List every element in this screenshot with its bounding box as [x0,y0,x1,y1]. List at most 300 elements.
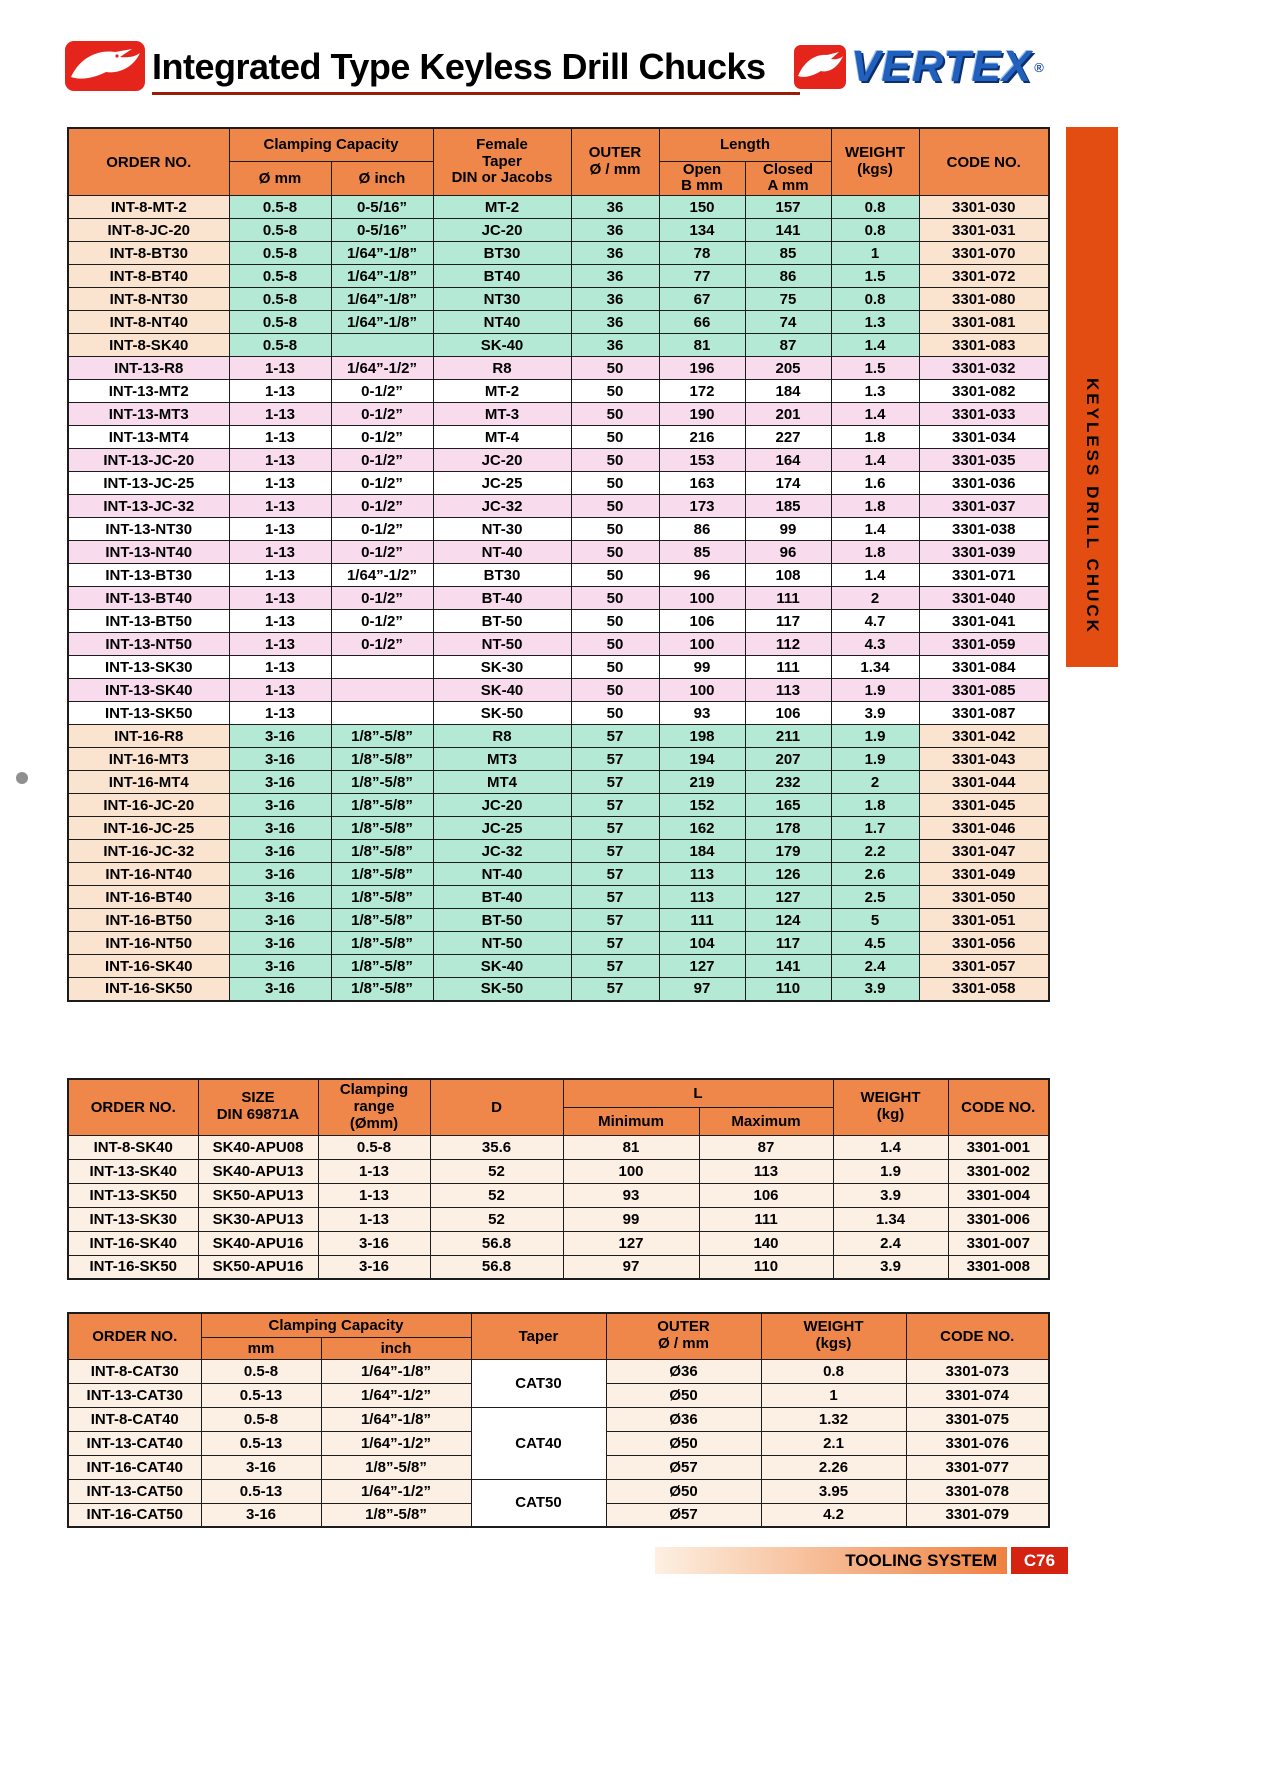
data-cell: 3.9 [831,978,919,1001]
data-cell: 57 [571,978,659,1001]
col-header-outer [606,1313,761,1359]
data-cell: MT-3 [433,403,571,426]
data-cell: 127 [659,955,745,978]
order-no-cell: INT-13-BT40 [68,587,229,610]
code-no-cell: 3301-006 [948,1207,1049,1231]
order-no-cell: INT-13-MT3 [68,403,229,426]
code-no-cell: 3301-040 [919,587,1049,610]
data-cell: 1/64”-1/2” [321,1431,471,1455]
table1-row [68,288,1049,311]
code-no-cell: 3301-073 [906,1359,1049,1383]
table1-row [68,357,1049,380]
data-cell: 100 [659,679,745,702]
table1-row [68,633,1049,656]
data-cell: 3-16 [318,1255,430,1279]
order-no-cell: INT-13-JC-25 [68,472,229,495]
code-no-cell: 3301-033 [919,403,1049,426]
data-cell: 1/8”-5/8” [331,863,433,886]
col-header-clamping-capacity: Clamping Capacity [229,128,433,161]
col-header-closed [745,161,831,196]
table1-row [68,564,1049,587]
data-cell: 219 [659,771,745,794]
data-cell: Ø50 [606,1383,761,1407]
data-cell: 86 [659,518,745,541]
table3-row [68,1359,1049,1383]
data-cell: SK-30 [433,656,571,679]
table1-row [68,932,1049,955]
order-no-cell: INT-8-SK40 [68,1135,198,1159]
data-cell: 0-5/16” [331,219,433,242]
data-cell: 100 [659,587,745,610]
data-cell: 157 [745,196,831,219]
data-cell: 1/8”-5/8” [331,886,433,909]
data-cell: Ø50 [606,1479,761,1503]
sk-spec-table [67,1078,1050,1280]
data-cell: 2.2 [831,840,919,863]
data-cell: 57 [571,955,659,978]
footer-bar [655,1547,1007,1574]
data-cell: NT-30 [433,518,571,541]
data-cell: 1-13 [229,656,331,679]
order-no-cell: INT-13-JC-32 [68,495,229,518]
data-cell: 4.3 [831,633,919,656]
table1-row [68,380,1049,403]
data-cell: 179 [745,840,831,863]
data-cell: 50 [571,656,659,679]
data-cell: 104 [659,932,745,955]
data-cell: 3.9 [833,1255,948,1279]
header-line: DIN 69871A [216,1106,300,1124]
data-cell: JC-20 [433,449,571,472]
data-cell: 127 [563,1231,699,1255]
data-cell: 97 [563,1255,699,1279]
table1-row [68,748,1049,771]
data-cell: 3-16 [229,748,331,771]
code-no-cell: 3301-084 [919,656,1049,679]
order-no-cell: INT-13-BT30 [68,564,229,587]
order-no-cell: INT-13-SK40 [68,679,229,702]
data-cell: 0-1/2” [331,633,433,656]
data-cell: 207 [745,748,831,771]
data-cell: 141 [745,219,831,242]
data-cell: 1/64”-1/2” [321,1479,471,1503]
code-no-cell: 3301-044 [919,771,1049,794]
data-cell: 0-1/2” [331,380,433,403]
data-cell: 87 [745,334,831,357]
order-no-cell: INT-8-BT30 [68,242,229,265]
data-cell: 1.7 [831,817,919,840]
col-header-d: D [430,1079,563,1135]
data-cell: SK-50 [433,978,571,1001]
data-cell: 50 [571,564,659,587]
code-no-cell: 3301-076 [906,1431,1049,1455]
table3-row [68,1407,1049,1431]
data-cell: 1-13 [229,541,331,564]
data-cell: 110 [699,1255,833,1279]
table1-row [68,886,1049,909]
data-cell: 1.4 [831,403,919,426]
code-no-cell: 3301-035 [919,449,1049,472]
data-cell: 1/8”-5/8” [331,909,433,932]
data-cell: 78 [659,242,745,265]
data-cell: 0.5-8 [229,196,331,219]
table1-row [68,817,1049,840]
data-cell: 3-16 [229,771,331,794]
code-no-cell: 3301-075 [906,1407,1049,1431]
order-no-cell: INT-16-R8 [68,725,229,748]
data-cell: 0.5-8 [229,265,331,288]
data-cell: 141 [745,955,831,978]
data-cell [331,702,433,725]
data-cell: 2.4 [831,955,919,978]
data-cell: 216 [659,426,745,449]
col-header-clamping-range [318,1079,430,1135]
data-cell: MT3 [433,748,571,771]
data-cell: 1-13 [229,495,331,518]
order-no-cell: INT-16-SK50 [68,1255,198,1279]
order-no-cell: INT-16-NT50 [68,932,229,955]
code-no-cell: 3301-051 [919,909,1049,932]
order-no-cell: INT-13-NT40 [68,541,229,564]
data-cell: 1.34 [831,656,919,679]
data-cell: 110 [745,978,831,1001]
col-header-female-taper [433,128,571,196]
table1-row [68,978,1049,1001]
data-cell: 1.5 [831,265,919,288]
data-cell: 36 [571,334,659,357]
data-cell: NT30 [433,288,571,311]
data-cell: 96 [659,564,745,587]
data-cell: 134 [659,219,745,242]
header-line: Ø / mm [589,161,641,179]
data-cell: SK50-APU16 [198,1255,318,1279]
col-header-open [659,161,745,196]
header-line: Closed [762,161,813,178]
code-no-cell: 3301-058 [919,978,1049,1001]
table2-row [68,1135,1049,1159]
data-cell: 96 [745,541,831,564]
order-no-cell: INT-16-CAT50 [68,1503,201,1527]
data-cell: 50 [571,541,659,564]
data-cell: 4.7 [831,610,919,633]
data-cell: 57 [571,863,659,886]
code-no-cell: 3301-072 [919,265,1049,288]
data-cell: 81 [563,1135,699,1159]
code-no-cell: 3301-085 [919,679,1049,702]
order-no-cell: INT-13-CAT30 [68,1383,201,1407]
cat-spec-table [67,1312,1050,1528]
data-cell: NT-40 [433,863,571,886]
taper-cell: CAT40 [471,1407,606,1479]
data-cell: SK40-APU08 [198,1135,318,1159]
data-cell: 50 [571,587,659,610]
data-cell: 93 [563,1183,699,1207]
data-cell: 67 [659,288,745,311]
order-no-cell: INT-8-CAT30 [68,1359,201,1383]
data-cell: 100 [659,633,745,656]
data-cell: SK30-APU13 [198,1207,318,1231]
page-title: Integrated Type Keyless Drill Chucks [152,46,800,95]
header-line: DIN or Jacobs [451,169,553,187]
data-cell: 0.5-8 [318,1135,430,1159]
data-cell: 0.5-13 [201,1479,321,1503]
table1-row [68,863,1049,886]
data-cell: 1-13 [229,380,331,403]
order-no-cell: INT-16-JC-32 [68,840,229,863]
data-cell: 50 [571,633,659,656]
data-cell: 127 [745,886,831,909]
data-cell: 50 [571,495,659,518]
order-no-cell: INT-13-CAT50 [68,1479,201,1503]
header-line: Clamping [339,1081,409,1099]
table1-row [68,518,1049,541]
col-header-clamping-capacity: Clamping Capacity [201,1313,471,1337]
order-no-cell: INT-13-R8 [68,357,229,380]
data-cell: 153 [659,449,745,472]
order-no-cell: INT-8-CAT40 [68,1407,201,1431]
data-cell: 1.8 [831,541,919,564]
data-cell: 184 [659,840,745,863]
header-line: range [353,1097,395,1115]
data-cell: 36 [571,242,659,265]
data-cell: 108 [745,564,831,587]
col-header-inch: inch [321,1337,471,1359]
data-cell: 1/64”-1/8” [331,265,433,288]
code-no-cell: 3301-001 [948,1135,1049,1159]
data-cell: 174 [745,472,831,495]
header-line: Ø / mm [658,1335,709,1353]
data-cell: BT-40 [433,587,571,610]
table1-row [68,656,1049,679]
order-no-cell: INT-13-JC-20 [68,449,229,472]
order-no-cell: INT-16-CAT40 [68,1455,201,1479]
code-no-cell: 3301-049 [919,863,1049,886]
order-no-cell: INT-13-SK30 [68,1207,198,1231]
header-line: B mm [681,177,723,195]
code-no-cell: 3301-036 [919,472,1049,495]
data-cell: JC-32 [433,840,571,863]
code-no-cell: 3301-070 [919,242,1049,265]
data-cell: 1-13 [229,403,331,426]
col-header-inch: Ø inch [331,161,433,196]
data-cell: BT40 [433,265,571,288]
data-cell: 99 [659,656,745,679]
data-cell: 93 [659,702,745,725]
data-cell: 1-13 [318,1159,430,1183]
data-cell: 106 [745,702,831,725]
code-no-cell: 3301-087 [919,702,1049,725]
code-no-cell: 3301-046 [919,817,1049,840]
data-cell: 112 [745,633,831,656]
data-cell: 0-1/2” [331,449,433,472]
data-cell: BT-50 [433,909,571,932]
data-cell: R8 [433,357,571,380]
data-cell: 1-13 [229,518,331,541]
data-cell: SK-40 [433,679,571,702]
table1-row [68,794,1049,817]
data-cell: 3.9 [831,702,919,725]
data-cell: 57 [571,932,659,955]
data-cell: 1.32 [761,1407,906,1431]
header-line: WEIGHT [803,1318,864,1336]
table1-row [68,725,1049,748]
data-cell: 1.8 [831,794,919,817]
col-header-weight [833,1079,948,1135]
data-cell: 1/8”-5/8” [331,817,433,840]
data-cell: SK-50 [433,702,571,725]
code-no-cell: 3301-079 [906,1503,1049,1527]
data-cell: 52 [430,1183,563,1207]
table2-row [68,1159,1049,1183]
data-cell: 1/64”-1/8” [331,242,433,265]
table1-row [68,495,1049,518]
data-cell: 1/64”-1/8” [331,288,433,311]
data-cell: 4.2 [761,1503,906,1527]
data-cell: 0-1/2” [331,403,433,426]
data-cell: 113 [745,679,831,702]
data-cell: 2.1 [761,1431,906,1455]
code-no-cell: 3301-037 [919,495,1049,518]
data-cell: 0.5-8 [201,1407,321,1431]
data-cell: 50 [571,426,659,449]
data-cell: 5 [831,909,919,932]
data-cell: 0.5-8 [229,242,331,265]
data-cell: 173 [659,495,745,518]
data-cell: Ø50 [606,1431,761,1455]
data-cell: 1.9 [833,1159,948,1183]
header-line: WEIGHT [860,1089,921,1107]
cat-spec-table-wrap [67,1312,1048,1528]
data-cell: MT-2 [433,380,571,403]
data-cell: 3-16 [229,794,331,817]
data-cell: 3-16 [229,932,331,955]
table2-row [68,1231,1049,1255]
data-cell: 36 [571,288,659,311]
data-cell: 99 [563,1207,699,1231]
data-cell: MT-4 [433,426,571,449]
data-cell: 0.5-13 [201,1383,321,1407]
code-no-cell: 3301-078 [906,1479,1049,1503]
data-cell: 1-13 [229,679,331,702]
col-header-weight [761,1313,906,1359]
table2-row [68,1183,1049,1207]
col-header-taper: Taper [471,1313,606,1359]
data-cell: 57 [571,771,659,794]
page-number-badge: C76 [1011,1547,1068,1574]
data-cell: 1.8 [831,495,919,518]
data-cell: 1/8”-5/8” [331,725,433,748]
data-cell: 117 [745,610,831,633]
data-cell: 2.4 [833,1231,948,1255]
data-cell: 1-13 [229,633,331,656]
data-cell: BT-50 [433,610,571,633]
code-no-cell: 3301-008 [948,1255,1049,1279]
data-cell: 52 [430,1159,563,1183]
data-cell: 1.4 [831,564,919,587]
order-no-cell: INT-16-MT3 [68,748,229,771]
data-cell: 1-13 [229,449,331,472]
header-line: Open [682,161,722,178]
main-spec-table-wrap [67,127,1048,1002]
header-line: (kgs) [857,161,893,179]
data-cell: Ø57 [606,1503,761,1527]
header-line: (kgs) [815,1335,852,1353]
data-cell: 57 [571,794,659,817]
table1-row [68,541,1049,564]
col-header-code: CODE NO. [948,1079,1049,1135]
data-cell: Ø57 [606,1455,761,1479]
data-cell: SK-40 [433,955,571,978]
data-cell: Ø36 [606,1359,761,1383]
order-no-cell: INT-8-SK40 [68,334,229,357]
table2-row [68,1255,1049,1279]
table1-row [68,449,1049,472]
vertex-eagle-icon [793,44,847,90]
col-header-minimum: Minimum [563,1107,699,1135]
data-cell: 126 [745,863,831,886]
code-no-cell: 3301-039 [919,541,1049,564]
data-cell: 50 [571,472,659,495]
data-cell: 227 [745,426,831,449]
data-cell: 3-16 [229,840,331,863]
data-cell: 97 [659,978,745,1001]
data-cell: JC-20 [433,219,571,242]
data-cell: 100 [563,1159,699,1183]
data-cell: 211 [745,725,831,748]
header-line: Female [476,135,528,153]
table2-row [68,1207,1049,1231]
data-cell [331,656,433,679]
data-cell: 0-1/2” [331,541,433,564]
data-cell: 36 [571,196,659,219]
data-cell: 1-13 [229,357,331,380]
table1-row [68,955,1049,978]
data-cell: 196 [659,357,745,380]
data-cell: JC-25 [433,817,571,840]
order-no-cell: INT-16-NT40 [68,863,229,886]
data-cell: 57 [571,725,659,748]
table1-row [68,334,1049,357]
col-header-mm: mm [201,1337,321,1359]
data-cell: 1/64”-1/8” [321,1407,471,1431]
order-no-cell: INT-13-SK30 [68,656,229,679]
vertex-wordmark: VERTEX [851,42,1033,91]
footer-label: TOOLING SYSTEM [845,1550,997,1570]
data-cell: 0.5-8 [201,1359,321,1383]
data-cell: 1.3 [831,380,919,403]
data-cell: 0-1/2” [331,472,433,495]
data-cell: 3.95 [761,1479,906,1503]
data-cell: 140 [699,1231,833,1255]
data-cell: 85 [745,242,831,265]
col-header-order: ORDER NO. [68,1313,201,1359]
data-cell: 0.8 [761,1359,906,1383]
order-no-cell: INT-16-MT4 [68,771,229,794]
col-header-size [198,1079,318,1135]
table1-row [68,265,1049,288]
data-cell: 57 [571,817,659,840]
data-cell: 0.5-8 [229,311,331,334]
data-cell: 1.4 [831,518,919,541]
data-cell: 150 [659,196,745,219]
order-no-cell: INT-16-BT50 [68,909,229,932]
order-no-cell: INT-8-JC-20 [68,219,229,242]
data-cell: 2.6 [831,863,919,886]
data-cell: 1-13 [229,702,331,725]
data-cell: 111 [745,587,831,610]
data-cell: 198 [659,725,745,748]
data-cell: 3-16 [229,909,331,932]
